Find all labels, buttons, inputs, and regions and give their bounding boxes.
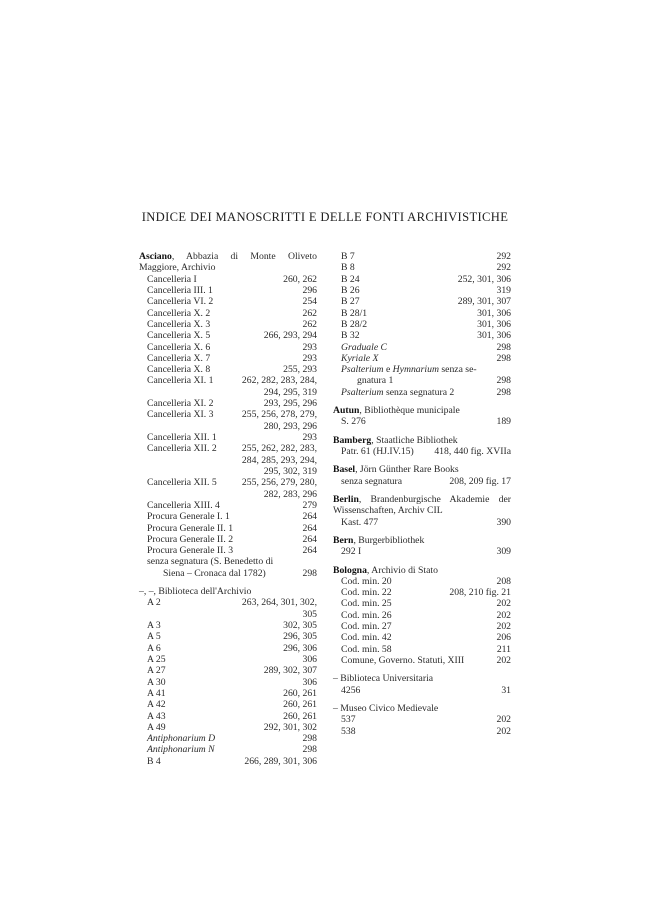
index-entry: S. 276 189	[341, 416, 511, 428]
index-subheading-biblioteca-universitaria: – Biblioteca Universitaria	[333, 673, 434, 685]
page-title: INDICE DEI MANOSCRITTI E DELLE FONTI ARCHIVISTICHE	[141, 210, 509, 224]
index-entry	[333, 342, 511, 353]
entry-label: Cod. min. 25	[341, 598, 392, 610]
entry-pages: 296	[302, 284, 317, 296]
entry-label: A 30	[147, 676, 166, 688]
index-entry	[139, 711, 317, 722]
entry-pages: 293	[302, 432, 317, 443]
entry-label: Cod. min. 20	[341, 575, 392, 587]
entry-pages: 293	[302, 341, 317, 353]
index-entry	[333, 644, 511, 655]
index-entry	[139, 523, 317, 534]
entry-label: Cancelleria X. 2	[147, 307, 211, 319]
entry-pages: 298	[496, 341, 511, 353]
index-entry	[139, 545, 317, 556]
entry-pages: 292	[496, 251, 511, 262]
entry-label: Cod. min. 42	[341, 632, 392, 644]
index-entry	[333, 285, 511, 296]
entry-label: B 24	[341, 273, 360, 285]
entry-pages: 306	[302, 676, 317, 688]
entry-label: Procura Generale II. 2	[147, 533, 234, 545]
index-entry	[333, 330, 511, 341]
index-entry	[139, 319, 317, 330]
index-entry	[333, 714, 511, 725]
index-entry	[139, 308, 317, 319]
entry-label: B 7	[341, 251, 355, 262]
entry-label-continuation: Siena – Cronaca dal 1782)	[163, 567, 266, 579]
entry-pages: 208	[496, 575, 511, 587]
entry-pages: 298	[302, 744, 317, 756]
entry-pages: 298	[302, 567, 317, 579]
entry-pages: 264	[302, 511, 317, 523]
index-entry: 292 I 309	[341, 546, 511, 558]
entry-pages: 298	[496, 386, 511, 398]
index-entry	[139, 534, 317, 545]
index-entry	[139, 756, 317, 767]
index-subheading-biblioteca: –, –, Biblioteca dell'Archivio	[139, 586, 252, 598]
entry-pages: 255, 262, 282, 283, 284, 285, 293, 294, 295, 302, 319	[241, 443, 317, 477]
index-entry	[139, 677, 317, 688]
biblioteca-list-continued	[333, 251, 511, 364]
entry-label: Cancelleria X. 6	[147, 341, 211, 353]
index-entry	[139, 477, 317, 500]
index-entry	[139, 556, 317, 579]
index-heading-basel: Basel, Jörn Günther Rare Books	[333, 464, 459, 476]
entry-pages: 260, 262	[283, 273, 317, 285]
index-entry	[139, 330, 317, 341]
index-entry	[139, 688, 317, 699]
index-entry: Psalterium e Hymnarium senza se- gnatura 1 298	[341, 364, 511, 387]
entry-pages: 202	[496, 621, 511, 633]
entry-label: Graduale C	[341, 341, 388, 353]
entry-pages: 211	[496, 643, 511, 655]
index-entry	[333, 621, 511, 632]
entry-label: Comune, Governo. Statuti, XIII	[341, 655, 465, 666]
entry-label: Cod. min. 58	[341, 643, 392, 655]
index-entry	[333, 587, 511, 598]
entry-pages: 293, 295, 296	[263, 398, 317, 410]
index-heading-autun: Autun, Bibliothèque municipale	[333, 405, 460, 417]
index-heading-berlin: Berlin, Brandenburgische Akademie der Wissenschaften, Archiv CIL	[333, 493, 511, 517]
index-entry	[139, 353, 317, 364]
index-entry	[333, 632, 511, 643]
index-entry	[139, 733, 317, 744]
entry-label: A 49	[147, 721, 166, 733]
index-entry	[139, 443, 317, 477]
entry-pages: 298	[496, 352, 511, 364]
index-subheading-museo-civico: – Museo Civico Medievale	[333, 702, 439, 714]
index-entry	[333, 262, 511, 273]
museo-list	[333, 714, 511, 737]
index-heading-bern: Bern, Burgerbibliothek	[333, 534, 425, 546]
entry-label: Cod. min. 27	[341, 621, 392, 633]
index-entry	[139, 654, 317, 665]
entry-label: Kyriale X	[341, 352, 379, 364]
index-entry	[333, 598, 511, 609]
entry-pages: 292	[496, 262, 511, 274]
entry-label: A 41	[147, 687, 166, 699]
index-entry	[333, 251, 511, 262]
entry-label: Procura Generale II. 1	[147, 522, 234, 534]
entry-label: B 28/2	[341, 318, 368, 330]
entry-label: 537	[341, 714, 356, 726]
index-column-left	[139, 251, 317, 767]
entry-label: Cancelleria X. 5	[147, 330, 211, 342]
entry-pages: 296, 305	[283, 631, 317, 643]
biblioteca-list	[139, 597, 317, 767]
index-entry	[139, 296, 317, 307]
entry-pages: 302, 305	[283, 620, 317, 631]
entry-pages: 298	[302, 733, 317, 745]
index-entry	[139, 722, 317, 733]
entry-label: A 3	[147, 620, 161, 631]
index-entry	[333, 726, 511, 737]
index-entry	[139, 500, 317, 511]
entry-pages: 279	[302, 499, 317, 511]
index-entry	[139, 597, 317, 620]
index-entry	[139, 665, 317, 676]
index-entry	[139, 511, 317, 522]
location-name: Asciano	[139, 251, 172, 262]
entry-label: Procura Generale I. 1	[147, 511, 230, 523]
entry-pages: 266, 289, 301, 306	[244, 755, 317, 767]
index-entry	[333, 274, 511, 285]
entry-pages: 202	[496, 609, 511, 621]
index-entry	[333, 576, 511, 587]
index-entry	[139, 364, 317, 375]
index-entry	[139, 631, 317, 642]
entry-label: A 43	[147, 710, 166, 722]
index-heading-asciano	[139, 251, 317, 274]
entry-label: Cancelleria XII. 5	[147, 477, 217, 489]
entry-pages: 262, 282, 283, 284, 294, 295, 319	[241, 375, 317, 398]
index-entry	[139, 398, 317, 409]
entry-pages: 252, 301, 306	[457, 273, 511, 285]
index-entry	[139, 375, 317, 398]
entry-pages: 254	[302, 296, 317, 308]
entry-pages: 289, 302, 307	[263, 665, 317, 677]
index-entry	[139, 285, 317, 296]
entry-label: Cancelleria XIII. 4	[147, 499, 220, 511]
entry-pages: 255, 256, 278, 279, 280, 293, 296	[241, 409, 317, 432]
entry-pages: 260, 261	[283, 710, 317, 722]
entry-pages: 292, 301, 302	[263, 721, 317, 733]
entry-pages: 264	[302, 545, 317, 557]
entry-pages: 255, 256, 279, 280, 282, 283, 296	[241, 477, 317, 500]
entry-pages: 298	[496, 375, 511, 387]
entry-pages: 208, 210 fig. 21	[449, 587, 511, 599]
entry-label: Cancelleria I	[147, 273, 197, 285]
entry-pages: 206	[496, 632, 511, 644]
index-entry	[333, 353, 511, 364]
index-entry	[139, 342, 317, 353]
entry-label: A 27	[147, 665, 166, 677]
entry-label: senza segnatura (S. Benedetto di	[147, 556, 274, 568]
entry-label: Cancelleria X. 3	[147, 318, 211, 330]
entry-pages: 301, 306	[477, 318, 511, 330]
entry-pages: 255, 293	[283, 364, 317, 376]
index-entry	[139, 274, 317, 285]
entry-label: Cancelleria X. 7	[147, 352, 211, 364]
entry-pages: 266, 293, 294	[263, 330, 317, 342]
entry-pages: 202	[496, 655, 511, 666]
index-entry	[139, 744, 317, 755]
entry-label: Cancelleria XI. 3	[147, 409, 214, 421]
entry-label: Cod. min. 22	[341, 587, 392, 599]
index-heading-bamberg: Bamberg, Staatliche Bibliothek	[333, 434, 458, 446]
entry-pages: 319	[496, 284, 511, 296]
entry-label: A 5	[147, 631, 161, 643]
index-entry	[333, 319, 511, 330]
entry-label: Cancelleria XI. 1	[147, 375, 214, 387]
entry-label: Antiphonarium N	[147, 744, 215, 756]
entry-pages: 262	[302, 318, 317, 330]
entry-pages: 202	[496, 714, 511, 726]
entry-pages: 202	[496, 598, 511, 610]
index-entry: senza segnatura 208, 209 fig. 17	[341, 475, 511, 487]
entry-pages: 260, 261	[283, 687, 317, 699]
entry-pages: 293	[302, 352, 317, 364]
entry-pages: 306	[302, 653, 317, 665]
entry-label: B 28/1	[341, 307, 368, 319]
bologna-list	[333, 576, 511, 667]
index-entry	[333, 610, 511, 621]
entry-pages: 264	[302, 522, 317, 534]
entry-label: B 8	[341, 262, 355, 274]
entry-label: Cod. min. 26	[341, 609, 392, 621]
entry-label: Cancelleria VI. 2	[147, 296, 214, 308]
entry-pages: 202	[496, 725, 511, 737]
entry-label: Cancelleria X. 8	[147, 364, 211, 376]
index-entry: Psalterium senza segnatura 2 298	[341, 386, 511, 398]
index-entry: 4256 31	[341, 684, 511, 696]
entry-label: B 26	[341, 284, 360, 296]
cancelleria-list	[139, 274, 317, 557]
index-entry	[333, 655, 511, 666]
entry-label: 538	[341, 725, 356, 737]
index-entry	[139, 620, 317, 631]
entry-label: Cancelleria XI. 2	[147, 398, 214, 410]
index-entry	[139, 432, 317, 443]
entry-label: B 27	[341, 296, 360, 308]
index-column-right	[333, 251, 511, 737]
entry-label: B 32	[341, 330, 360, 342]
entry-pages: 264	[302, 533, 317, 545]
index-entry: Patr. 61 (HJ.IV.15) 418, 440 fig. XVIIa	[341, 446, 511, 457]
index-entry	[139, 699, 317, 710]
entry-label: Cancelleria XII. 1	[147, 432, 217, 443]
index-entry	[333, 308, 511, 319]
index-entry	[333, 296, 511, 307]
entry-label: A 6	[147, 642, 161, 654]
location-detail: , Abbazia di Monte Oliveto Maggiore, Archivio	[139, 251, 317, 274]
entry-label: A 2	[147, 597, 161, 609]
entry-pages: 289, 301, 307	[457, 296, 511, 308]
entry-pages: 296, 306	[283, 642, 317, 654]
index-entry	[139, 409, 317, 432]
index-heading-bologna: Bologna, Archivio di Stato	[333, 564, 438, 576]
entry-pages: 301, 306	[477, 307, 511, 319]
entry-pages: 260, 261	[283, 699, 317, 711]
entry-label: A 42	[147, 699, 166, 711]
entry-label: Procura Generale II. 3	[147, 545, 234, 557]
entry-label: Cancelleria III. 1	[147, 284, 213, 296]
entry-label: A 25	[147, 653, 166, 665]
entry-label: Antiphonarium D	[147, 733, 216, 745]
index-entry: Kast. 477 390	[341, 516, 511, 528]
entry-pages: 263, 264, 301, 302, 305	[241, 597, 317, 620]
entry-label: Cancelleria XII. 2	[147, 443, 217, 455]
entry-pages: 262	[302, 307, 317, 319]
entry-label: B 4	[147, 755, 161, 767]
index-entry	[139, 643, 317, 654]
entry-pages: 301, 306	[477, 330, 511, 342]
